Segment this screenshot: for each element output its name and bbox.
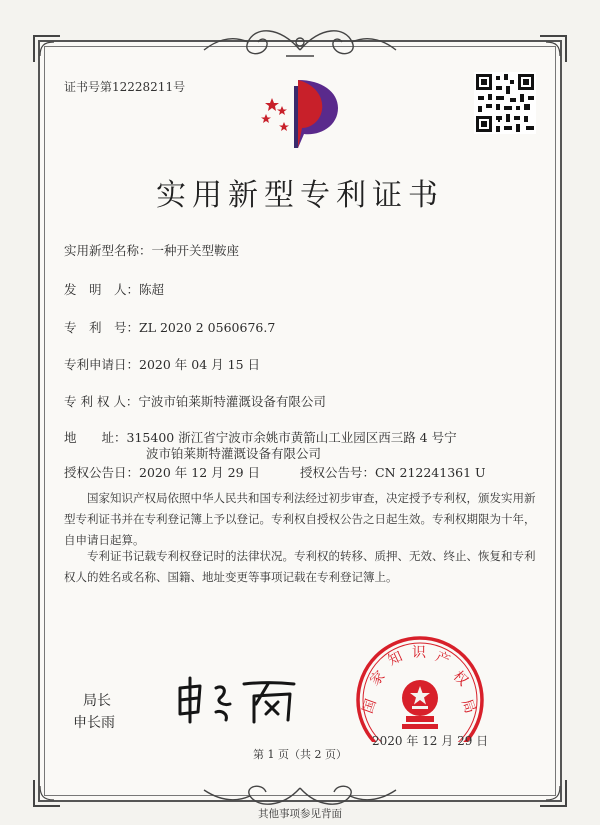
field-value: 2020 年 04 月 15 日	[139, 357, 261, 372]
field-utility-model-name	[64, 241, 239, 259]
field-label: 地 址：	[64, 430, 127, 445]
field-label: 专 利 号：	[64, 320, 140, 335]
qr-code	[474, 72, 536, 134]
legal-status-paragraph: 专利证书记载专利权登记时的法律状况。专利权的转移、质押、无效、终止、恢复和专利权人的姓名或名称、国籍、地址变更等事项记载在专利登记簿上。	[64, 549, 536, 584]
seal-char: 知	[385, 648, 406, 670]
field-label: 实用新型名称：	[64, 243, 152, 258]
corner-ornament-bottom-left	[32, 778, 62, 808]
field-value: 陈超	[139, 282, 165, 297]
field-patentee	[64, 392, 326, 410]
field-label: 专 利 权 人：	[64, 394, 139, 409]
field-label: 专利申请日：	[64, 357, 140, 372]
cnipa-logo	[258, 76, 342, 150]
director-signature	[172, 674, 302, 726]
corner-ornament-top-right	[538, 34, 568, 64]
field-application-date	[64, 355, 260, 373]
back-note: 其他事项参见背面	[258, 808, 342, 820]
field-grant-number	[300, 463, 486, 481]
field-value: 2020 年 12 月 29 日	[139, 465, 261, 480]
top-ornament	[200, 20, 400, 64]
field-value: 宁波市铂莱斯特灌溉设备有限公司	[138, 394, 326, 409]
certificate-number: 证书号第12228211号	[64, 80, 186, 94]
field-value: ZL 2020 2 0560676.7	[139, 320, 276, 335]
field-patent-number	[64, 318, 275, 336]
seal-date: 2020 年 12 月 29 日	[372, 734, 489, 748]
seal-char: 产	[432, 648, 453, 670]
seal-char: 局	[458, 697, 478, 716]
director-title: 局长	[83, 693, 111, 709]
certificate-title: 实用新型专利证书	[156, 178, 444, 213]
corner-ornament-bottom-right	[538, 778, 568, 808]
seal-char: 识	[412, 645, 426, 661]
field-value: CN 212241361 U	[375, 465, 486, 480]
seal-char: 国	[360, 697, 380, 716]
seal-text	[350, 632, 490, 742]
field-inventor	[64, 280, 164, 298]
grant-statement-paragraph: 国家知识产权局依照中华人民共和国专利法经过初步审查，决定授予专利权，颁发实用新型专利证书并在专利登记簿上予以登记。专利权自授权公告之日起生效。专利权期限为十年，自申请日起算。	[64, 491, 536, 547]
corner-ornament-top-left	[32, 34, 62, 64]
seal-char: 权	[449, 668, 471, 690]
director-name: 申长雨	[73, 715, 115, 731]
field-value: 一种开关型鞍座	[151, 243, 240, 258]
field-label: 发 明 人：	[64, 282, 140, 297]
field-grant-date	[64, 463, 260, 481]
address-line-2: 波市铂莱斯特灌溉设备有限公司	[146, 446, 322, 461]
field-label: 授权公告号：	[300, 465, 376, 480]
page-indicator: 第 1 页（共 2 页）	[253, 748, 347, 761]
seal-char: 家	[367, 668, 389, 690]
field-label: 授权公告日：	[64, 465, 140, 480]
address-line-1: 315400 浙江省宁波市余姚市黄箭山工业园区西三路 4 号宁	[126, 430, 457, 445]
